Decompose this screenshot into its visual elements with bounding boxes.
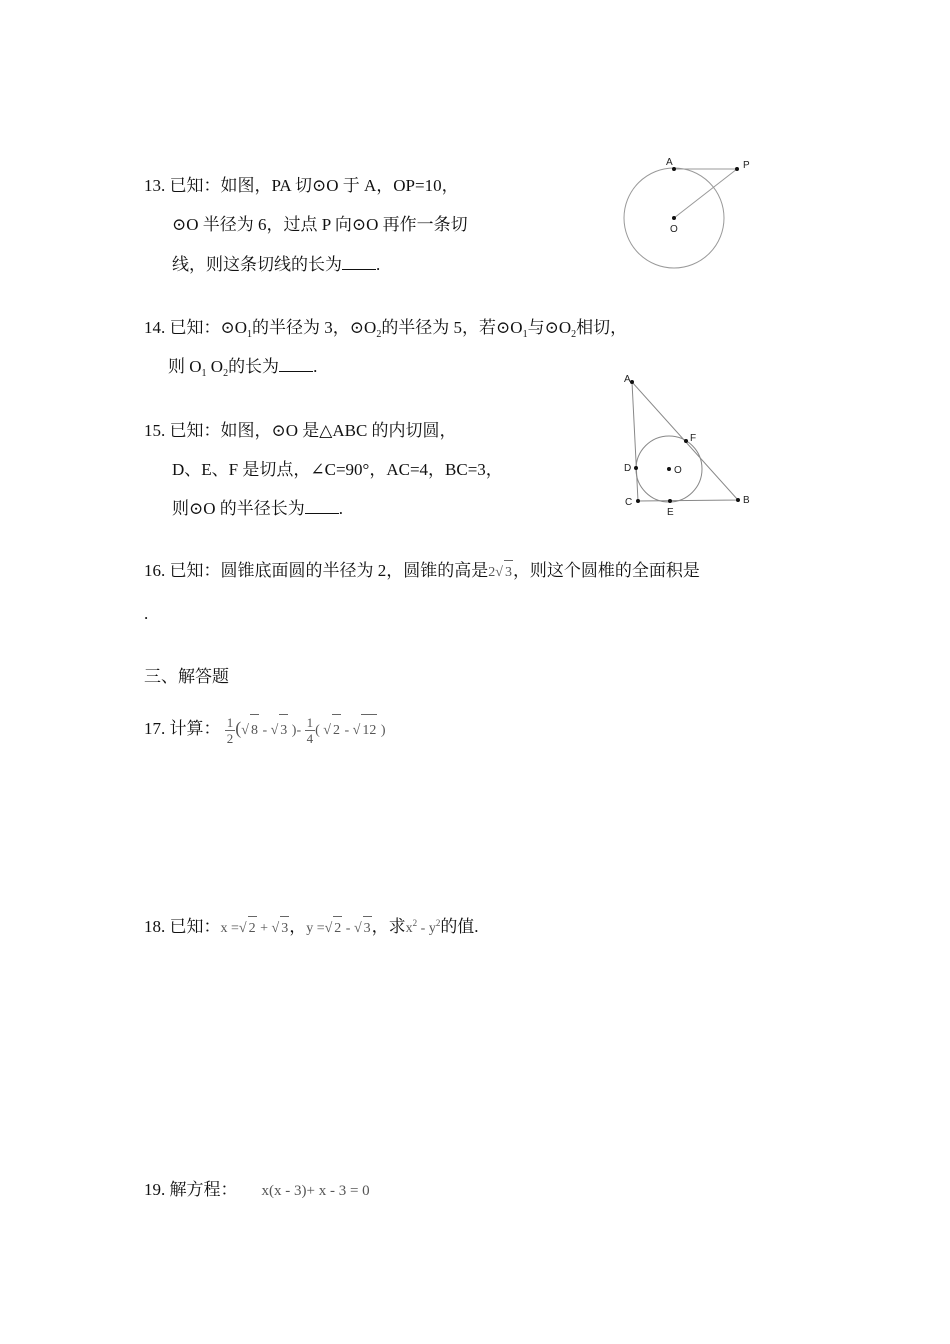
math-expr: $x^2 - y^2$ — [405, 918, 441, 936]
label-o: O — [670, 224, 678, 235]
answer-blank — [279, 357, 313, 372]
q17-line: 17. 计算： $\frac{1}{2}$ (√ 8 - √ 3 )- $\frac{1}{4}$ ( √ 2 - √ 12 ) — [144, 714, 386, 746]
q14-line-1: 14. 已知：$⊙O_1$的半径为 3，$⊙O_2$的半径为 5，若$⊙O_1$与$⊙O_2$相切， — [144, 318, 628, 340]
label-e: E — [667, 507, 674, 518]
section-title: 三、解答题 — [144, 667, 229, 686]
q13-figure — [612, 154, 772, 274]
math-equation: x(x - 3)+ x - 3 = 0 — [261, 1183, 370, 1199]
q15-figure — [614, 370, 774, 520]
label-d: D — [624, 463, 632, 474]
q19-line: 19. 解方程： x(x - 3)+ x - 3 = 0 — [144, 1180, 370, 1199]
q18-line: 18. 已知：x =√ 2 + √ 3，y =√ 2 - √ 3，求$x^2 - y^2$的值. — [144, 915, 479, 941]
q13-line-1: 13. 已知：如图，PA 切⊙O 于 A，OP=10， — [144, 176, 459, 195]
q16-line-2: . — [144, 604, 149, 623]
label-f: F — [690, 433, 697, 444]
label-a: A — [666, 157, 673, 168]
answer-blank — [342, 255, 376, 270]
fraction-half: $\frac{1}{2}$ — [226, 714, 234, 746]
fraction-quarter: $\frac{1}{4}$ — [306, 714, 314, 746]
q13-line-2: ⊙O 半径为 6，过点 P 向⊙O 再作一条切 — [172, 215, 468, 234]
q15-line-3: 则⊙O 的半径长为 . — [172, 499, 344, 518]
segment-op — [674, 169, 737, 218]
math-2sqrt3: 2√ 3 — [488, 565, 513, 580]
q15-line-2: D、E、F 是切点，∠C=90°，AC=4，BC=3， — [172, 460, 503, 479]
q16-line-1: 16. 已知：圆锥底面圆的半径为 2，圆锥的高是2√ 3，则这个圆椎的全面积是 — [144, 559, 700, 585]
label-a: A — [624, 374, 631, 385]
q15-line-1: 15. 已知：如图，⊙O 是△ABC 的内切圆， — [144, 421, 457, 440]
q14-line-2: 则 $O_1$ $O_2$的长为 . — [168, 357, 318, 379]
math-y-def: y =√ 2 - √ 3 — [306, 921, 371, 936]
math-x-def: x =√ 2 + √ 3 — [221, 921, 290, 936]
answer-blank — [305, 499, 339, 514]
q13-line-3: 线，则这条切线的长为 . — [172, 255, 381, 274]
label-b: B — [743, 495, 750, 506]
label-p: P — [743, 160, 750, 171]
label-o: O — [674, 465, 682, 476]
label-c: C — [625, 497, 633, 508]
